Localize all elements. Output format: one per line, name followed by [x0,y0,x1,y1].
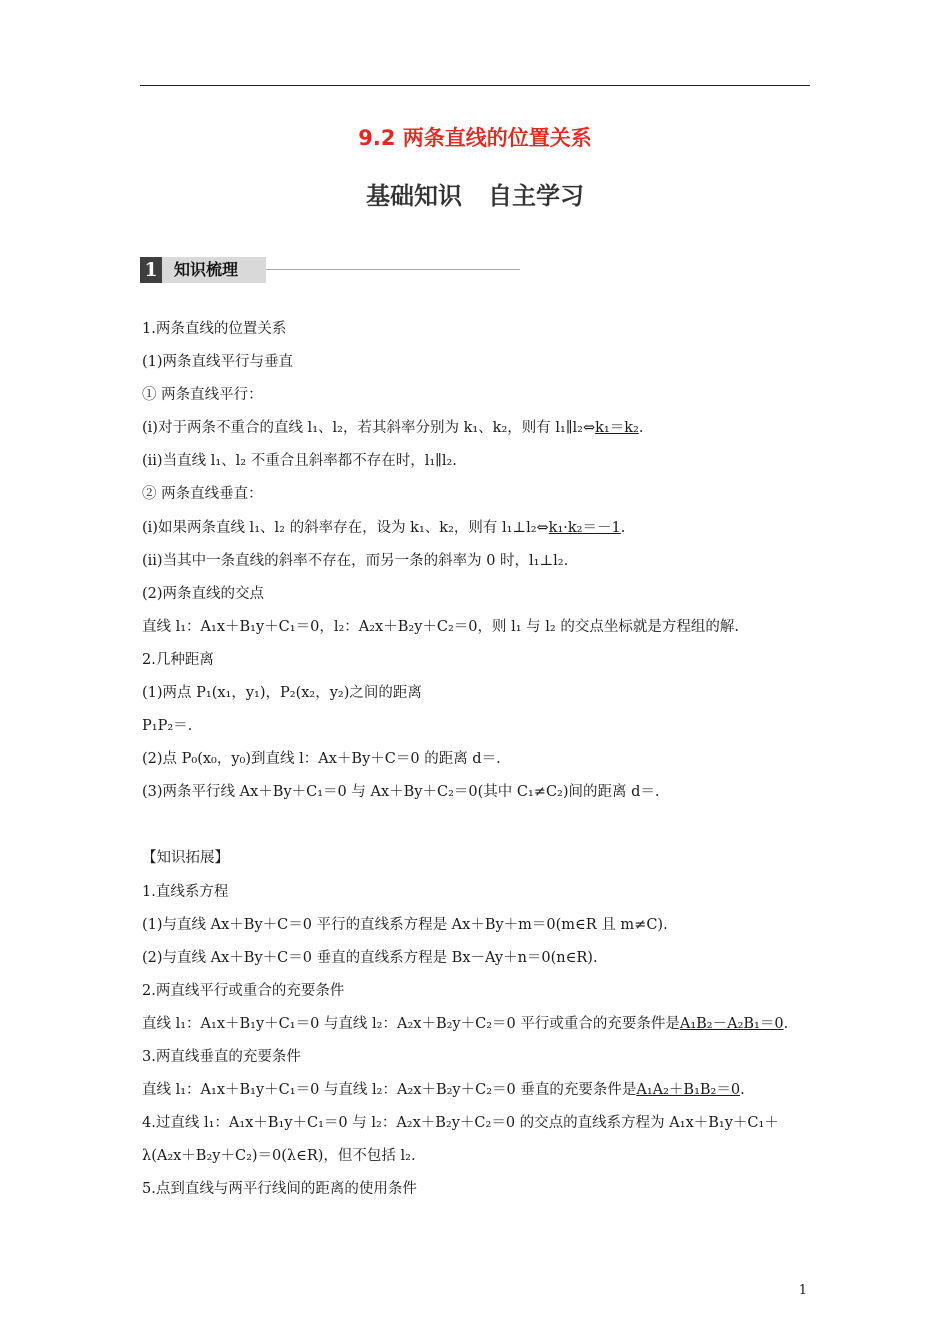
answer-perpendicular: k₁·k₂＝－1 [548,519,621,536]
header-rule [140,85,810,86]
answer-parallel: k₁＝k₂ [595,420,639,437]
text-line: P₁P₂＝. [142,718,193,735]
section-heading [140,257,520,283]
text-line: (2)两条直线的交点 [142,585,265,602]
answer-parallel-condition: A₁B₂－A₂B₁＝0 [679,1015,784,1032]
text-line: (ⅱ)当其中一条直线的斜率不存在，而另一条的斜率为 0 时，l₁⊥l₂. [142,552,569,569]
text-line: (3)两条平行线 Ax＋By＋C₁＝0 与 Ax＋By＋C₂＝0(其中 C₁≠C₂)间的距离 d＝. [142,784,660,801]
text-line: 1.两条直线的位置关系 [142,321,287,337]
text-line: (ⅰ)如果两条直线 l₁、l₂ 的斜率存在，设为 k₁、k₂，则有 l₁⊥l₂⇔k₁·k₂＝－1. [142,519,626,536]
text-line: (2)与直线 Ax＋By＋C＝0 垂直的直线系方程是 Bx－Ay＋n＝0(n∈R). [142,949,598,966]
text-line: (2)点 P₀(x₀，y₀)到直线 l：Ax＋By＋C＝0 的距离 d＝. [142,751,501,768]
text-line: ① 两条直线平行： [142,387,263,404]
text-line: (1)两条直线平行与垂直 [142,354,294,371]
text-span: (ⅰ)对于两条不重合的直线 l₁、l₂，若其斜率分别为 k₁、k₂，则有 l₁∥l₂⇔ [142,420,596,437]
text-line: 5.点到直线与两平行线间的距离的使用条件 [142,1181,417,1198]
text-line: 3.两直线垂直的充要条件 [142,1048,301,1065]
text-line: 4.过直线 l₁：A₁x＋B₁y＋C₁＝0 与 l₂：A₂x＋B₂y＋C₂＝0 的交点的直线系方程为 A₁x＋B₁y＋C₁＋ [142,1115,779,1132]
section-number: 1 [140,257,162,283]
page-subtitle [0,176,950,211]
section-rule [266,269,520,270]
text-span: 直线 l₁：A₁x＋B₁y＋C₁＝0 与直线 l₂：A₂x＋B₂y＋C₂＝0 平行或重合的充要条件是 [142,1015,680,1032]
text-line: 直线 l₁：A₁x＋B₁y＋C₁＝0，l₂：A₂x＋B₂y＋C₂＝0，则 l₁ 与 l₂ 的交点坐标就是方程组的解. [142,618,739,635]
text-line: (ⅰ)对于两条不重合的直线 l₁、l₂，若其斜率分别为 k₁、k₂，则有 l₁∥l₂⇔k₁＝k₂. [142,420,644,437]
text-line: (1)与直线 Ax＋By＋C＝0 平行的直线系方程是 Ax＋By＋m＝0(m∈R 且 m≠C). [142,916,668,933]
text-span: (ⅰ)如果两条直线 l₁、l₂ 的斜率存在，设为 k₁、k₂，则有 l₁⊥l₂⇔ [142,519,549,536]
text-line: 【知识拓展】 [142,850,229,867]
text-line: 直线 l₁：A₁x＋B₁y＋C₁＝0 与直线 l₂：A₂x＋B₂y＋C₂＝0 垂直的充要条件是A₁A₂＋B₁B₂＝0. [142,1082,745,1099]
text-line: 2.两直线平行或重合的充要条件 [142,982,345,999]
text-line: (ⅱ)当直线 l₁、l₂ 不重合且斜率都不存在时，l₁∥l₂. [142,453,457,470]
text-line: 2.几种距离 [142,651,214,668]
answer-perpendicular-condition: A₁A₂＋B₁B₂＝0 [636,1082,741,1099]
page-number: 1 [798,1283,807,1298]
text-line: (1)两点 P₁(x₁，y₁)，P₂(x₂，y₂)之间的距离 [142,685,422,702]
text-line: 直线 l₁：A₁x＋B₁y＋C₁＝0 与直线 l₂：A₂x＋B₂y＋C₂＝0 平行或重合的充要条件是A₁B₂－A₂B₁＝0. [142,1015,789,1032]
text-line: λ(A₂x＋B₂y＋C₂)＝0(λ∈R)，但不包括 l₂. [142,1148,416,1165]
page-title: 9.2 两条直线的位置关系 [358,126,592,150]
body-text [142,313,814,1206]
subtitle-part-1: 基础知识 [366,182,462,210]
section-label: 知识梳理 [162,257,266,283]
text-line: ② 两条直线垂直： [142,486,263,503]
text-line: 1.直线系方程 [142,883,229,900]
subtitle-part-2: 自主学习 [488,182,584,210]
text-span: 直线 l₁：A₁x＋B₁y＋C₁＝0 与直线 l₂：A₂x＋B₂y＋C₂＝0 垂直的充要条件是 [142,1082,637,1099]
